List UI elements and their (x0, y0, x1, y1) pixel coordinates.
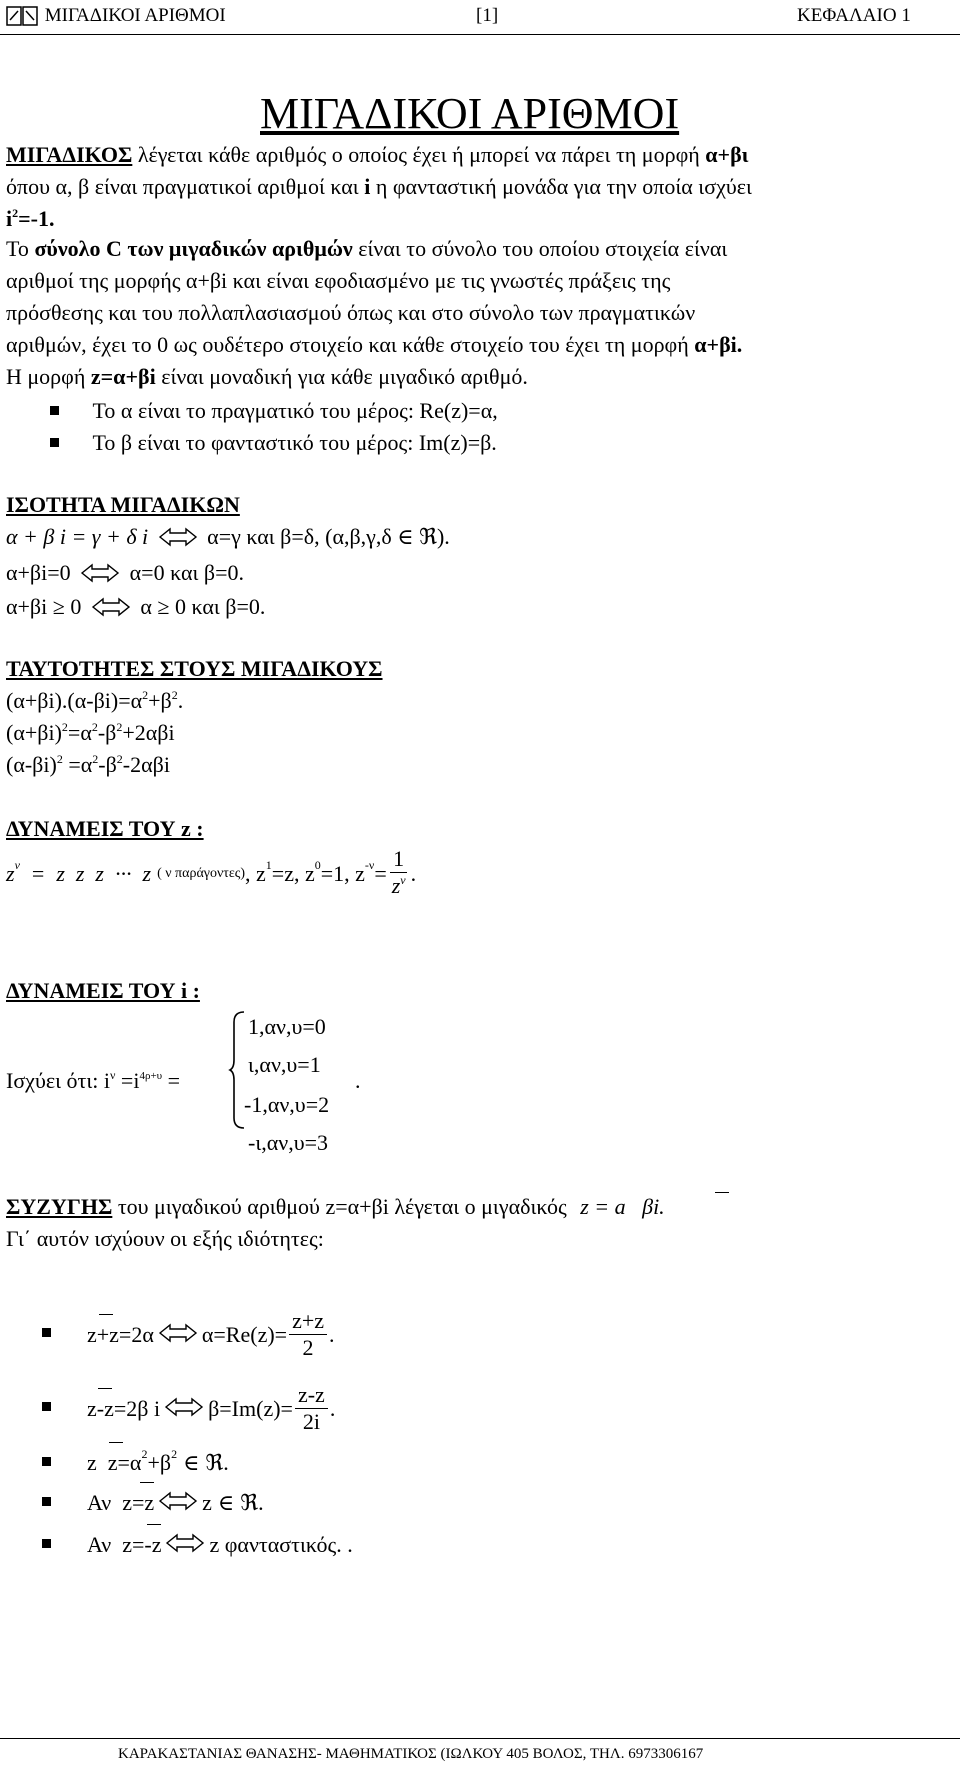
property-1: z+z=2α α=Re(z)= $\frac{z+z}{2}$ . (42, 1308, 335, 1361)
iff-arrow-icon (91, 597, 131, 617)
case-2: ι,αν,υ=1 (248, 1052, 321, 1077)
identity-line-3: $(\alpha-\beta i)^2 =\alpha^2-\beta^2-2\alpha\beta i$ (6, 752, 170, 777)
bullet-square-icon (50, 406, 59, 415)
property-4: Αν z=z z ∈ ℜ. (42, 1488, 264, 1518)
iff-arrow-icon (158, 1323, 198, 1343)
header-title: ΜΙΓΑΔΙΚΟΙ ΑΡΙΘΜΟΙ (44, 5, 226, 26)
iff-arrow-icon (158, 527, 198, 547)
powers-i-lhs: Ισχύει ότι: $i^\nu =i^{4\rho+\upsilon}$ = (6, 1068, 181, 1093)
header-page: [1] (476, 5, 499, 26)
conjugate-line-2: Γι΄ αυτόν ισχύουν οι εξής ιδιότητες: (6, 1226, 324, 1251)
case-3: -1,αν,υ=2 (244, 1092, 330, 1117)
header-rule (0, 34, 960, 35)
conjugate-line-1: ΣΥΖΥΓΗΣ του μιγαδικού αριθμού z=α+βi λέγεται ο μιγαδικός z = a βi. (6, 1194, 665, 1219)
set-line-1: Το σύνολο C των μιγαδικών αριθμών είναι το σύνολο του οποίου στοιχεία είναι (6, 236, 728, 261)
bullet-square-icon (42, 1328, 51, 1337)
bullet-imag-part: Το β είναι το φανταστικό του μέρος: Im(z)=β. (50, 428, 497, 458)
property-5: Αν z=-z z φανταστικός. . (42, 1530, 353, 1560)
bullet-real-part: Το α είναι το πραγματικό του μέρος: Re(z)=α, (50, 396, 498, 426)
equality-line-1: α + β i = γ + δ i α=γ και β=δ, (α,β,γ,δ ∈ ℜ). (6, 524, 450, 549)
conjugate-bar (715, 1192, 729, 1193)
bullet-square-icon (42, 1457, 51, 1466)
property-3: z z=α $^2$ +β $^2$ ∈ ℜ. (42, 1448, 229, 1478)
set-line-4: αριθμών, έχει το 0 ως ουδέτερο στοιχείο και κάθε στοιχείο του έχει τη μορφή α+βi. (6, 332, 743, 357)
case-4: -ι,αν,υ=3 (248, 1130, 329, 1155)
intro-line-2: όπου α, β είναι πραγματικοί αριθμοί και i η φανταστική μονάδα για την οποία ισχύει (6, 174, 752, 199)
intro-line-3: $i^2=-1$. (6, 206, 55, 231)
cases-period: . (355, 1068, 361, 1093)
bullet-square-icon (50, 438, 59, 447)
fraction-one-over-z: $\frac{1}{z^\nu}$ (391, 846, 406, 898)
equality-heading: ΙΣΟΤΗΤΑ ΜΙΓΑΔΙΚΩΝ (6, 492, 240, 517)
powers-z-heading: ΔΥΝΑΜΕΙΣ ΤΟΥ z : (6, 816, 204, 841)
iff-arrow-icon (165, 1533, 205, 1553)
powers-z-line: z $^\nu$ = z z z ··· z ( ν παράγοντες) , z $^1$ =z, z $^0$ =1, z $^{-\nu}$ = $\frac{1}{z^\nu}$ . (6, 846, 416, 902)
equality-line-3: α+βi ≥ 0 α ≥ 0 και β=0. (6, 594, 266, 619)
set-line-3: πρόσθεσης και του πολλαπλασιασμού όπως και στο σύνολο των πραγματικών (6, 300, 696, 325)
definition-term: ΜΙΓΑΔΙΚΟΣ (6, 142, 133, 167)
footer-rule (0, 1738, 960, 1739)
bullet-square-icon (42, 1497, 51, 1506)
intro-line-1: ΜΙΓΑΔΙΚΟΣ λέγεται κάθε αριθμός ο οποίος έχει ή μπορεί να πάρει τη μορφή α+βι (6, 142, 749, 167)
property-2: z-z=2β i β=Im(z)= $\frac{z-z}{2i}$ . (42, 1382, 335, 1435)
equality-line-2: α+βi=0 α=0 και β=0. (6, 560, 245, 585)
case-1: 1,αν,υ=0 (248, 1014, 326, 1039)
set-line-5: Η μορφή z=α+βi είναι μοναδική για κάθε μιγαδικό αριθμό. (6, 364, 528, 389)
header-chapter: ΚΕΦΑΛΑΙΟ 1 (797, 5, 911, 26)
iff-arrow-icon (164, 1397, 204, 1417)
iff-arrow-icon (158, 1491, 198, 1511)
bullet-square-icon (42, 1402, 51, 1411)
identities-heading: ΤΑΥΤΟΤΗΤΕΣ ΣΤΟΥΣ ΜΙΓΑΔΙΚΟΥΣ (6, 656, 383, 681)
set-line-2: αριθμοί της μορφής α+βi και είναι εφοδιασμένο με τις γνωστές πράξεις της (6, 268, 671, 293)
book-icon (6, 6, 40, 28)
bullet-square-icon (42, 1539, 51, 1548)
page-title: ΜΙΓΑΔΙΚΟΙ ΑΡΙΘΜΟΙ (260, 89, 680, 138)
footer-text: ΚΑΡΑΚΑΣΤΑΝΙΑΣ ΘΑΝΑΣΗΣ- ΜΑΘΗΜΑΤΙΚΟΣ (ΙΩΛΚΟΥ 405 ΒΟΛΟΣ, ΤΗΛ. 6973306167 (118, 1746, 704, 1762)
identity-line-2: $(\alpha+\beta i)^2=\alpha^2-\beta^2+2\alpha\beta i$ (6, 720, 175, 745)
header-left (6, 5, 226, 28)
conjugate-term: ΣΥΖΥΓΗΣ (6, 1194, 113, 1219)
iff-arrow-icon (80, 563, 120, 583)
powers-i-heading: ΔΥΝΑΜΕΙΣ ΤΟΥ i : (6, 978, 200, 1003)
identity-line-1: $(\alpha+\beta i).(\alpha-\beta i)=\alpha^2+\beta^2$. (6, 688, 184, 713)
